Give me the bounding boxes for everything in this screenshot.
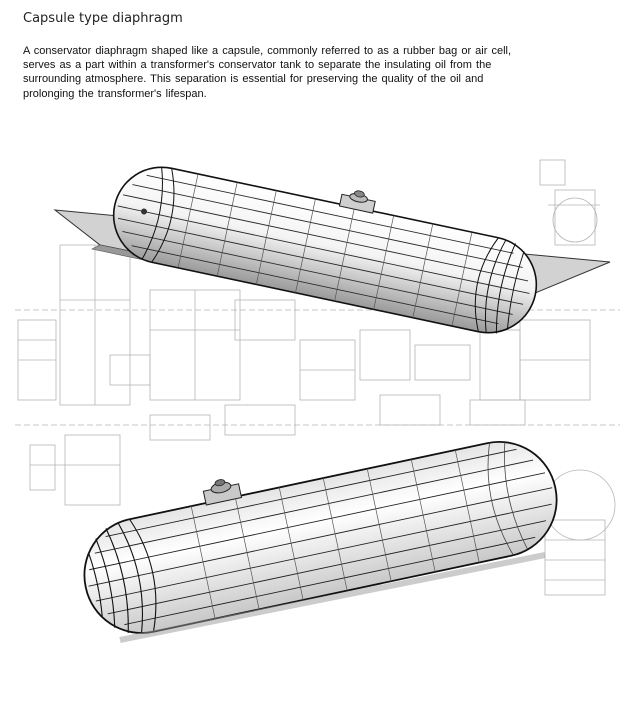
- intro-line-3: surrounding atmosphere. This separation is essential for preserving the quality of the oil and: [23, 73, 484, 86]
- intro-line-2: serves as a part within a transformer's conservator tank to separate the insulating oil from the: [23, 59, 492, 72]
- capsule-diaphragm-illustration: [0, 110, 635, 720]
- page-title: Capsule type diaphragm: [23, 11, 183, 26]
- bottom-capsule: [70, 412, 568, 644]
- intro-paragraph: [23, 44, 623, 101]
- intro-line-1: A conservator diaphragm shaped like a capsule, commonly referred to as a rubber bag or air cell,: [23, 45, 512, 57]
- top-capsule: [55, 142, 610, 342]
- intro-line-4: prolonging the transformer's lifespan.: [23, 87, 207, 100]
